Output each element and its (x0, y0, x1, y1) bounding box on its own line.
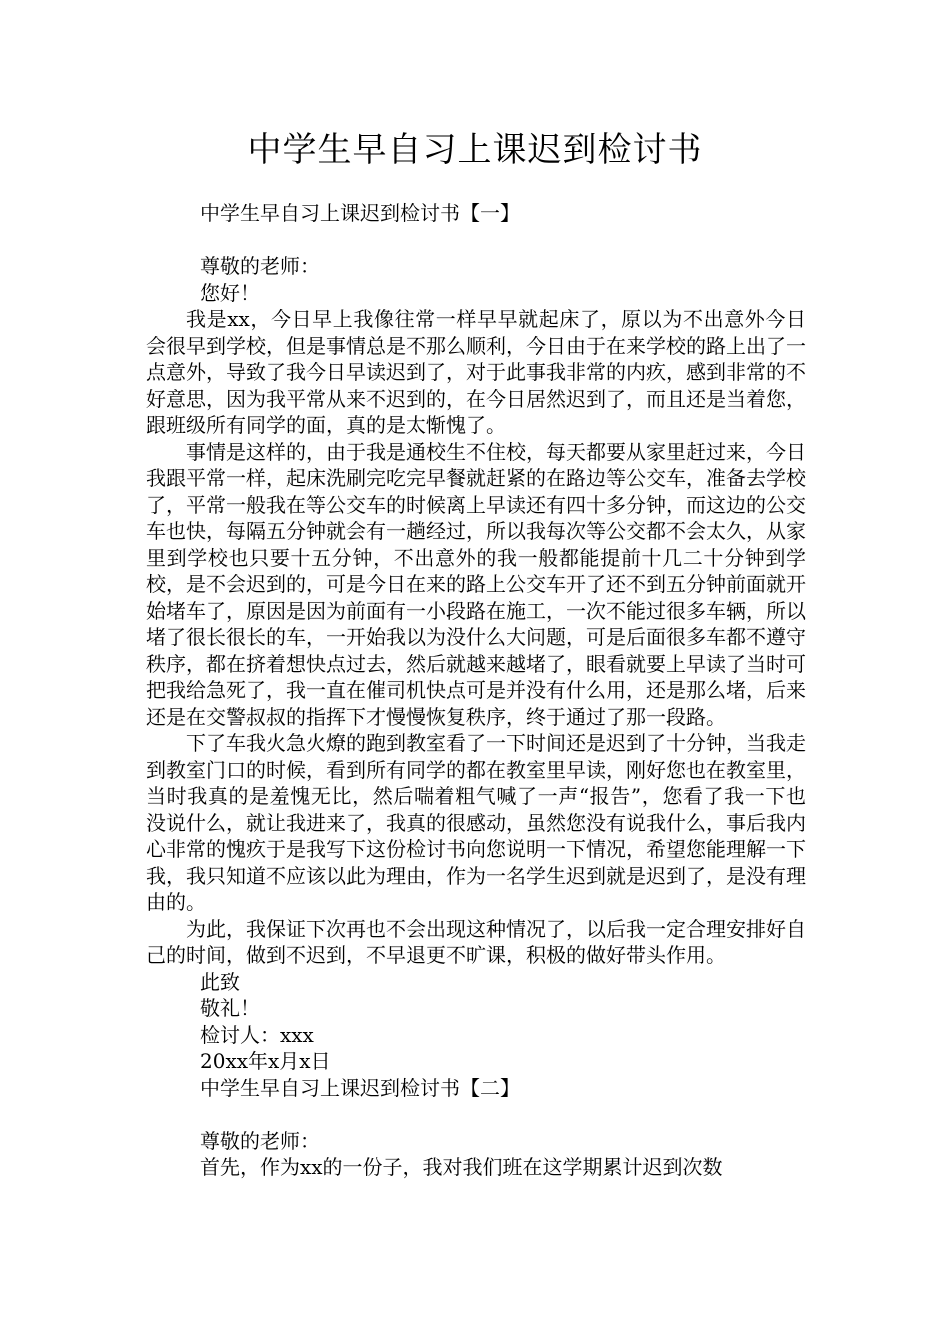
salutation: 尊敬的老师： (200, 254, 320, 278)
blank-line (146, 1101, 806, 1128)
section-2-heading: 中学生早自习上课迟到检讨书【二】 (200, 1075, 520, 1100)
greeting: 您好！ (200, 280, 260, 305)
closing-line: 此致 (200, 969, 240, 994)
paragraph-1: 我是xx，今日早上我像往常一样早早就起床了，原以为不出意外今日会很早到学校，但是事情总是不那么顺利，今日由于在来学校的路上出了一点意外，导致了我今日早读迟到了，对于此事我非常的内疚，感到非常的不好意思，因为我平常从来不迟到的，在今日居然迟到了，而且还是当着您，跟班级所有同学的面，真的是太惭愧了。 (146, 307, 806, 437)
regards-line: 敬礼！ (200, 996, 260, 1020)
paragraph-3: 下了车我火急火燎的跑到教室看了一下时间还是迟到了十分钟，当我走到教室门口的时候，看到所有同学的都在教室里早读，刚好您也在教室里，当时我真的是羞愧无比，然后喘着粗气喊了一声“报告”，您看了我一下也没说什么，就让我进来了，我真的很感动，虽然您没有说我什么，事后我内心非常的愧疚于是我写下这份检讨书向您说明一下情况，希望您能理解一下我，我只知道不应该以此为理由，作为一名学生迟到就是迟到了，是没有理由的。 (146, 731, 806, 914)
document-title: 中学生早自习上课迟到检讨书 (247, 130, 703, 170)
document-body (146, 200, 806, 1181)
paragraph-4: 为此，我保证下次再也不会出现这种情况了，以后我一定合理安排好自己的时间，做到不迟到，不早退更不旷课，积极的做好带头作用。 (146, 916, 806, 967)
blank-line (146, 227, 806, 254)
signature-line: 检讨人：xxx (200, 1022, 314, 1047)
salutation-2: 尊敬的老师： (200, 1128, 320, 1153)
paragraph-2: 事情是这样的，由于我是通校生不住校，每天都要从家里赶过来，今日我跟平常一样，起床洗刷完吃完早餐就赶紧的在路边等公交车，准备去学校了，平常一般我在等公交车的时候离上早读还有四十多分钟，而这边的公交车也快，每隔五分钟就会有一趟经过，所以我每次等公交都不会太久，从家里到学校也只要十五分钟，不出意外的我一般都能提前十几二十分钟到学校，是不会迟到的，可是今日在来的路上公交车开了还不到五分钟前面就开始堵车了，原因是因为前面有一小段路在施工，一次不能过很多车辆，所以堵了很长很长的车，一开始我以为没什么大问题，可是后面很多车都不遵守秩序，都在挤着想快点过去，然后就越来越堵了，眼看就要上早读了当时可把我给急死了，我一直在催司机快点可是并没有什么用，还是那么堵，后来还是在交警叔叔的指挥下才慢慢恢复秩序，终于通过了那一段路。 (146, 439, 806, 729)
section-1-heading: 中学生早自习上课迟到检讨书【一】 (200, 201, 520, 225)
paragraph-2-1-first-line: 首先，作为xx的一份子，我对我们班在这学期累计迟到次数 (200, 1155, 723, 1179)
date-line: 20xx年x月x日 (200, 1049, 331, 1073)
